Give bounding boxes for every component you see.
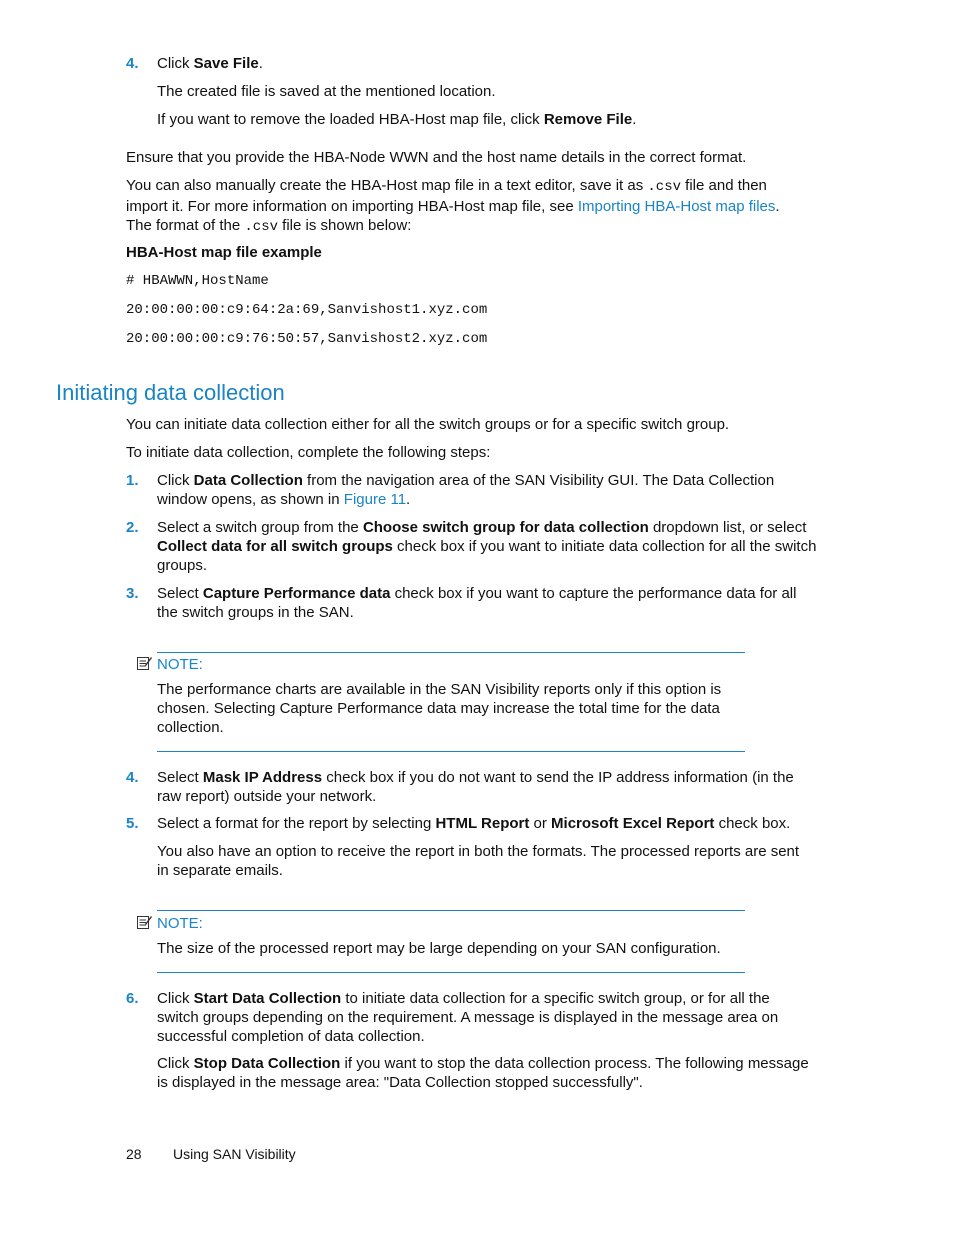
paragraph: Click Stop Data Collection if you want to stop the data collection process. The following message is displayed in the message area: "Data Collection stopped successfully". <box>157 1055 809 1091</box>
paragraph: The created file is saved at the mentioned location. <box>157 83 496 100</box>
importing-link[interactable]: Importing HBA-Host map files <box>577 198 776 215</box>
paragraph: To initiate data collection, complete the following steps: <box>126 444 491 461</box>
step-number: 4. <box>126 55 139 72</box>
note-rule <box>157 751 745 752</box>
note-rule <box>157 652 745 653</box>
step-number: 6. <box>126 990 139 1007</box>
step-text: Select a format for the report by selecting HTML Report or Microsoft Excel Report check box. <box>157 815 791 832</box>
note-label: NOTE: <box>157 915 203 932</box>
note-icon <box>136 655 152 671</box>
note-body: The performance charts are available in the SAN Visibility reports only if this option is chosen. Selecting Capture Performance data may increase the total time for the data collection. <box>157 681 722 736</box>
step-number: 1. <box>126 472 139 489</box>
step-text: Click Start Data Collection to initiate data collection for a specific switch group, or for all the switch groups depending on the requirement. A message is displayed in the message area on successful completion of data collection. <box>157 990 779 1045</box>
step-text: Select a switch group from the Choose switch group for data collection dropdown list, or select Collect data for all switch groups check box if you want to initiate data collection for all the switch groups. <box>157 519 817 574</box>
section-title: Initiating data collection <box>56 380 285 405</box>
step-text: Select Capture Performance data check box if you want to capture the performance data for all the switch groups in the SAN. <box>157 585 797 621</box>
step-number: 2. <box>126 519 139 536</box>
paragraph: You can initiate data collection either for all the switch groups or for a specific switch group. <box>126 416 730 433</box>
page-number: 28 <box>126 1146 142 1162</box>
example-heading: HBA-Host map file example <box>126 244 322 261</box>
paragraph: You also have an option to receive the report in both the formats. The processed reports are sent in separate emails. <box>157 843 800 879</box>
code-line: 20:00:00:00:c9:76:50:57,Sanvishost2.xyz.com <box>126 331 488 347</box>
step-text: Select Mask IP Address check box if you do not want to send the IP address information (in the raw report) outside your network. <box>157 769 794 805</box>
footer-title: Using SAN Visibility <box>173 1146 296 1162</box>
step-number: 5. <box>126 815 139 832</box>
note-rule <box>157 972 745 973</box>
note-icon <box>136 914 152 930</box>
paragraph: If you want to remove the loaded HBA-Host map file, click Remove File. <box>157 111 637 128</box>
figure-link[interactable]: Figure 11 <box>343 491 407 508</box>
step-text: Click Save File. <box>157 55 263 72</box>
paragraph: Ensure that you provide the HBA-Node WWN and the host name details in the correct format. <box>126 149 747 166</box>
note-body: The size of the processed report may be large depending on your SAN configuration. <box>157 940 721 957</box>
note-label: NOTE: <box>157 656 203 673</box>
note-rule <box>157 910 745 911</box>
step-number: 3. <box>126 585 139 602</box>
step-number: 4. <box>126 769 139 786</box>
code-line: 20:00:00:00:c9:64:2a:69,Sanvishost1.xyz.com <box>126 302 488 318</box>
paragraph: You can also manually create the HBA-Host map file in a text editor, save it as .csv file and then import it. For more information on importing HBA-Host map file, see Importing HBA-Host map files. The format of the .csv file is shown below: <box>126 177 780 235</box>
step-text: Click Data Collection from the navigation area of the SAN Visibility GUI. The Data Collection window opens, as shown in Figure 11. <box>157 472 775 508</box>
code-line: # HBAWWN,HostName <box>126 273 269 289</box>
